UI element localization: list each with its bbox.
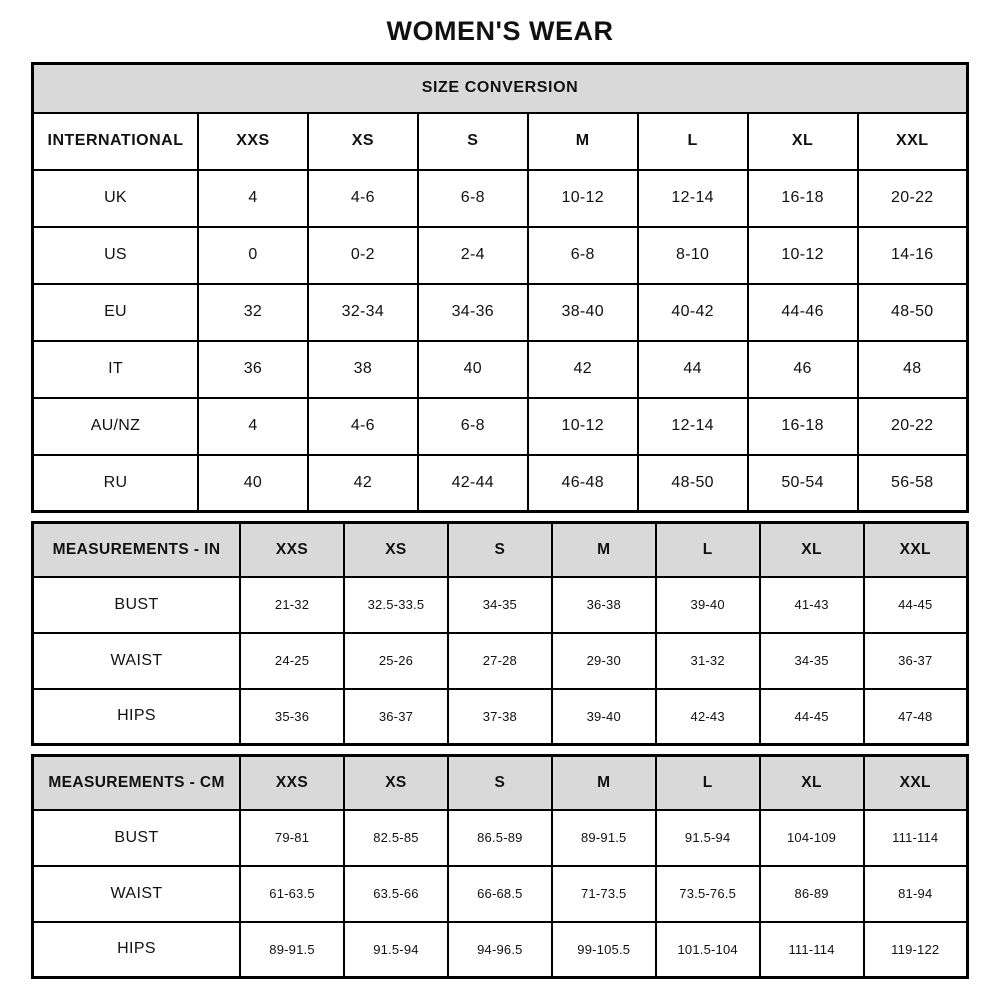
value-cell: 6-8 — [418, 170, 528, 227]
row-label: BUST — [33, 810, 241, 866]
size-header-cell: XL — [760, 523, 864, 577]
value-cell: 42 — [528, 341, 638, 398]
column-label-header: MEASUREMENTS - IN — [33, 523, 241, 577]
value-cell: 25-26 — [344, 633, 448, 689]
value-cell: 44 — [638, 341, 748, 398]
row-label: BUST — [33, 577, 241, 633]
table-row — [33, 170, 968, 227]
size-header-cell: S — [448, 523, 552, 577]
value-cell: 61-63.5 — [240, 866, 344, 922]
size-header-cell: S — [448, 756, 552, 810]
value-cell: 40-42 — [638, 284, 748, 341]
value-cell: 20-22 — [858, 170, 968, 227]
size-conversion-banner: SIZE CONVERSION — [33, 64, 968, 113]
size-header-cell: XXS — [198, 113, 308, 170]
value-cell: 42-44 — [418, 455, 528, 512]
value-cell: 34-35 — [448, 577, 552, 633]
size-header-cell: L — [656, 756, 760, 810]
table-row — [33, 866, 968, 922]
value-cell: 6-8 — [418, 398, 528, 455]
value-cell: 48-50 — [638, 455, 748, 512]
row-label: HIPS — [33, 689, 241, 745]
row-label: EU — [33, 284, 198, 341]
value-cell: 91.5-94 — [656, 810, 760, 866]
value-cell: 0 — [198, 227, 308, 284]
value-cell: 20-22 — [858, 398, 968, 455]
value-cell: 38-40 — [528, 284, 638, 341]
value-cell: 50-54 — [748, 455, 858, 512]
row-label: US — [33, 227, 198, 284]
value-cell: 34-35 — [760, 633, 864, 689]
value-cell: 89-91.5 — [240, 922, 344, 978]
value-cell: 119-122 — [864, 922, 968, 978]
size-header-cell: XXS — [240, 523, 344, 577]
page-title: WOMEN'S WEAR — [386, 16, 614, 46]
table-row — [33, 227, 968, 284]
value-cell: 73.5-76.5 — [656, 866, 760, 922]
value-cell: 42 — [308, 455, 418, 512]
value-cell: 36 — [198, 341, 308, 398]
table-header-row — [33, 113, 968, 170]
value-cell: 36-37 — [864, 633, 968, 689]
size-conversion-table — [31, 62, 969, 513]
table-header-row — [33, 756, 968, 810]
value-cell: 6-8 — [528, 227, 638, 284]
row-label: WAIST — [33, 633, 241, 689]
value-cell: 12-14 — [638, 170, 748, 227]
value-cell: 86.5-89 — [448, 810, 552, 866]
value-cell: 94-96.5 — [448, 922, 552, 978]
size-header-cell: XXS — [240, 756, 344, 810]
value-cell: 38 — [308, 341, 418, 398]
value-cell: 81-94 — [864, 866, 968, 922]
column-label-header: INTERNATIONAL — [33, 113, 198, 170]
value-cell: 35-36 — [240, 689, 344, 745]
value-cell: 16-18 — [748, 398, 858, 455]
value-cell: 37-38 — [448, 689, 552, 745]
value-cell: 39-40 — [656, 577, 760, 633]
row-label: WAIST — [33, 866, 241, 922]
value-cell: 24-25 — [240, 633, 344, 689]
table-row — [33, 284, 968, 341]
value-cell: 4-6 — [308, 170, 418, 227]
value-cell: 44-45 — [864, 577, 968, 633]
value-cell: 12-14 — [638, 398, 748, 455]
row-label: RU — [33, 455, 198, 512]
table-row — [33, 689, 968, 745]
size-header-cell: S — [418, 113, 528, 170]
size-header-cell: L — [638, 113, 748, 170]
table-row — [33, 455, 968, 512]
value-cell: 104-109 — [760, 810, 864, 866]
size-header-cell: XS — [308, 113, 418, 170]
value-cell: 8-10 — [638, 227, 748, 284]
value-cell: 41-43 — [760, 577, 864, 633]
size-header-cell: M — [552, 523, 656, 577]
value-cell: 32-34 — [308, 284, 418, 341]
size-header-cell: L — [656, 523, 760, 577]
value-cell: 36-38 — [552, 577, 656, 633]
table-row — [33, 633, 968, 689]
measurements-cm-table — [31, 754, 969, 979]
table-row — [33, 398, 968, 455]
value-cell: 111-114 — [760, 922, 864, 978]
row-label: UK — [33, 170, 198, 227]
size-header-cell: M — [552, 756, 656, 810]
value-cell: 48-50 — [858, 284, 968, 341]
value-cell: 4 — [198, 170, 308, 227]
value-cell: 47-48 — [864, 689, 968, 745]
value-cell: 48 — [858, 341, 968, 398]
value-cell: 34-36 — [418, 284, 528, 341]
value-cell: 56-58 — [858, 455, 968, 512]
value-cell: 4 — [198, 398, 308, 455]
table-header-row — [33, 523, 968, 577]
value-cell: 39-40 — [552, 689, 656, 745]
value-cell: 89-91.5 — [552, 810, 656, 866]
size-header-cell: XXL — [864, 756, 968, 810]
row-label: AU/NZ — [33, 398, 198, 455]
value-cell: 14-16 — [858, 227, 968, 284]
size-header-cell: M — [528, 113, 638, 170]
table-row — [33, 810, 968, 866]
value-cell: 36-37 — [344, 689, 448, 745]
value-cell: 2-4 — [418, 227, 528, 284]
size-header-cell: XXL — [858, 113, 968, 170]
value-cell: 40 — [418, 341, 528, 398]
value-cell: 99-105.5 — [552, 922, 656, 978]
value-cell: 91.5-94 — [344, 922, 448, 978]
value-cell: 32.5-33.5 — [344, 577, 448, 633]
value-cell: 32 — [198, 284, 308, 341]
value-cell: 40 — [198, 455, 308, 512]
column-label-header: MEASUREMENTS - CM — [33, 756, 241, 810]
size-header-cell: XS — [344, 756, 448, 810]
size-header-cell: XXL — [864, 523, 968, 577]
value-cell: 86-89 — [760, 866, 864, 922]
value-cell: 21-32 — [240, 577, 344, 633]
value-cell: 46-48 — [528, 455, 638, 512]
value-cell: 10-12 — [748, 227, 858, 284]
table-row — [33, 341, 968, 398]
value-cell: 111-114 — [864, 810, 968, 866]
table-banner-row — [33, 64, 968, 113]
value-cell: 10-12 — [528, 398, 638, 455]
size-header-cell: XS — [344, 523, 448, 577]
value-cell: 71-73.5 — [552, 866, 656, 922]
value-cell: 46 — [748, 341, 858, 398]
row-label: HIPS — [33, 922, 241, 978]
value-cell: 29-30 — [552, 633, 656, 689]
value-cell: 0-2 — [308, 227, 418, 284]
size-header-cell: XL — [760, 756, 864, 810]
value-cell: 10-12 — [528, 170, 638, 227]
value-cell: 66-68.5 — [448, 866, 552, 922]
value-cell: 42-43 — [656, 689, 760, 745]
value-cell: 44-46 — [748, 284, 858, 341]
row-label: IT — [33, 341, 198, 398]
value-cell: 31-32 — [656, 633, 760, 689]
value-cell: 101.5-104 — [656, 922, 760, 978]
value-cell: 4-6 — [308, 398, 418, 455]
value-cell: 63.5-66 — [344, 866, 448, 922]
value-cell: 16-18 — [748, 170, 858, 227]
size-header-cell: XL — [748, 113, 858, 170]
table-row — [33, 922, 968, 978]
value-cell: 79-81 — [240, 810, 344, 866]
value-cell: 44-45 — [760, 689, 864, 745]
measurements-in-table — [31, 521, 969, 746]
value-cell: 27-28 — [448, 633, 552, 689]
table-row — [33, 577, 968, 633]
value-cell: 82.5-85 — [344, 810, 448, 866]
